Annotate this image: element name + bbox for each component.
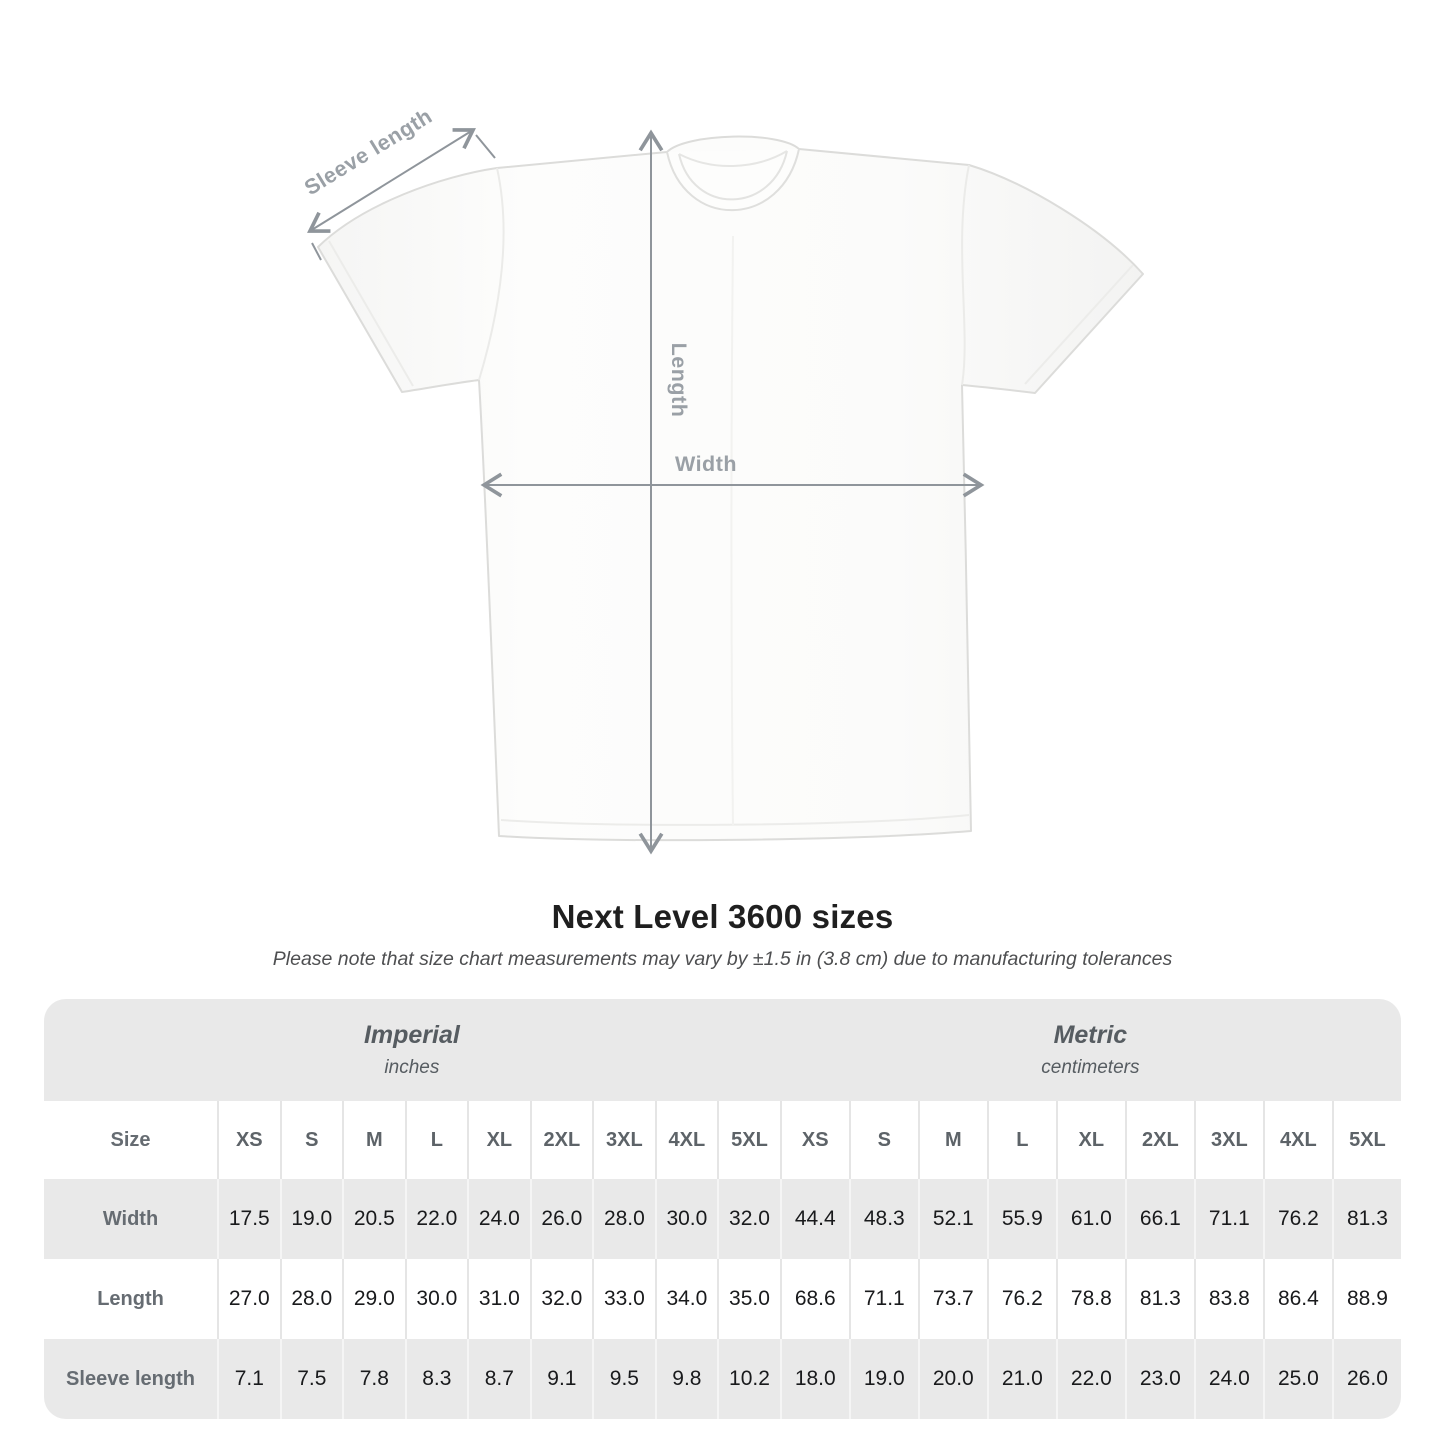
value-cell: 23.0	[1125, 1339, 1194, 1419]
value-cell: 55.9	[987, 1179, 1056, 1259]
section-header-row	[44, 999, 1401, 1101]
row-label: Length	[44, 1259, 217, 1339]
tolerance-note: Please note that size chart measurements may vary by ±1.5 in (3.8 cm) due to manufacturing tolerances	[272, 948, 1173, 970]
size-header-cell: 5XL	[1332, 1101, 1401, 1179]
value-cell: 30.0	[405, 1259, 468, 1339]
value-cell: 35.0	[717, 1259, 780, 1339]
value-cell: 24.0	[1194, 1339, 1263, 1419]
size-header-cell: 2XL	[530, 1101, 593, 1179]
value-cell: 20.5	[342, 1179, 405, 1259]
size-header-cell: 4XL	[655, 1101, 718, 1179]
value-cell: 78.8	[1056, 1259, 1125, 1339]
value-cell: 17.5	[217, 1179, 280, 1259]
value-cell: 26.0	[530, 1179, 593, 1259]
row-label: Width	[44, 1179, 217, 1259]
value-cell: 7.8	[342, 1339, 405, 1419]
row-label: Sleeve length	[44, 1339, 217, 1419]
length-label: Length	[667, 342, 691, 418]
value-cell: 18.0	[780, 1339, 849, 1419]
value-cell: 27.0	[217, 1259, 280, 1339]
sleeve-arrow-end-tick	[476, 135, 495, 158]
table-row	[44, 1259, 1401, 1339]
tee-silhouette	[318, 137, 1143, 841]
value-cell: 33.0	[592, 1259, 655, 1339]
size-header-cell: XL	[1056, 1101, 1125, 1179]
value-cell: 19.0	[280, 1179, 343, 1259]
value-cell: 28.0	[280, 1259, 343, 1339]
value-cell: 8.3	[405, 1339, 468, 1419]
size-header-cell: L	[987, 1101, 1056, 1179]
size-header-cell: S	[280, 1101, 343, 1179]
size-corner-label: Size	[44, 1101, 217, 1179]
size-header-cell: M	[918, 1101, 987, 1179]
sleeve-length-label: Sleeve length	[300, 103, 437, 201]
table-row	[44, 1179, 1401, 1259]
value-cell: 32.0	[530, 1259, 593, 1339]
size-header-cell: M	[342, 1101, 405, 1179]
value-cell: 8.7	[467, 1339, 530, 1419]
section-header-imperial	[44, 999, 780, 1101]
value-cell: 76.2	[987, 1259, 1056, 1339]
value-cell: 66.1	[1125, 1179, 1194, 1259]
page-title: Next Level 3600 sizes	[551, 898, 894, 935]
value-cell: 7.1	[217, 1339, 280, 1419]
value-cell: 9.1	[530, 1339, 593, 1419]
section-header-metric	[780, 999, 1401, 1101]
imperial-title: Imperial	[363, 1021, 460, 1049]
value-cell: 10.2	[717, 1339, 780, 1419]
table-row	[44, 1339, 1401, 1419]
value-cell: 29.0	[342, 1259, 405, 1339]
value-cell: 52.1	[918, 1179, 987, 1259]
value-cell: 88.9	[1332, 1259, 1401, 1339]
value-cell: 81.3	[1125, 1259, 1194, 1339]
value-cell: 26.0	[1332, 1339, 1401, 1419]
size-header-cell: 2XL	[1125, 1101, 1194, 1179]
size-header-cell: 3XL	[592, 1101, 655, 1179]
metric-title: Metric	[1053, 1021, 1128, 1049]
width-label: Width	[674, 452, 738, 476]
value-cell: 34.0	[655, 1259, 718, 1339]
value-cell: 24.0	[467, 1179, 530, 1259]
value-cell: 19.0	[849, 1339, 918, 1419]
size-header-cell: XS	[217, 1101, 280, 1179]
value-cell: 86.4	[1263, 1259, 1332, 1339]
value-cell: 71.1	[1194, 1179, 1263, 1259]
size-header-cell: XL	[467, 1101, 530, 1179]
value-cell: 68.6	[780, 1259, 849, 1339]
size-header-cell: S	[849, 1101, 918, 1179]
value-cell: 7.5	[280, 1339, 343, 1419]
size-header-cell: L	[405, 1101, 468, 1179]
value-cell: 9.5	[592, 1339, 655, 1419]
value-cell: 81.3	[1332, 1179, 1401, 1259]
metric-unit: centimeters	[1041, 1057, 1140, 1078]
value-cell: 21.0	[987, 1339, 1056, 1419]
value-cell: 9.8	[655, 1339, 718, 1419]
size-header-cell: 4XL	[1263, 1101, 1332, 1179]
value-cell: 73.7	[918, 1259, 987, 1339]
imperial-unit: inches	[384, 1057, 440, 1078]
value-cell: 28.0	[592, 1179, 655, 1259]
value-cell: 30.0	[655, 1179, 718, 1259]
value-cell: 48.3	[849, 1179, 918, 1259]
size-header-cell: 3XL	[1194, 1101, 1263, 1179]
value-cell: 22.0	[405, 1179, 468, 1259]
value-cell: 83.8	[1194, 1259, 1263, 1339]
value-cell: 61.0	[1056, 1179, 1125, 1259]
value-cell: 25.0	[1263, 1339, 1332, 1419]
size-header-cell: 5XL	[717, 1101, 780, 1179]
value-cell: 71.1	[849, 1259, 918, 1339]
value-cell: 22.0	[1056, 1339, 1125, 1419]
size-header-row	[44, 1101, 1401, 1179]
size-header-cell: XS	[780, 1101, 849, 1179]
value-cell: 32.0	[717, 1179, 780, 1259]
value-cell: 44.4	[780, 1179, 849, 1259]
size-chart-table	[44, 999, 1401, 1419]
value-cell: 76.2	[1263, 1179, 1332, 1259]
value-cell: 20.0	[918, 1339, 987, 1419]
value-cell: 31.0	[467, 1259, 530, 1339]
